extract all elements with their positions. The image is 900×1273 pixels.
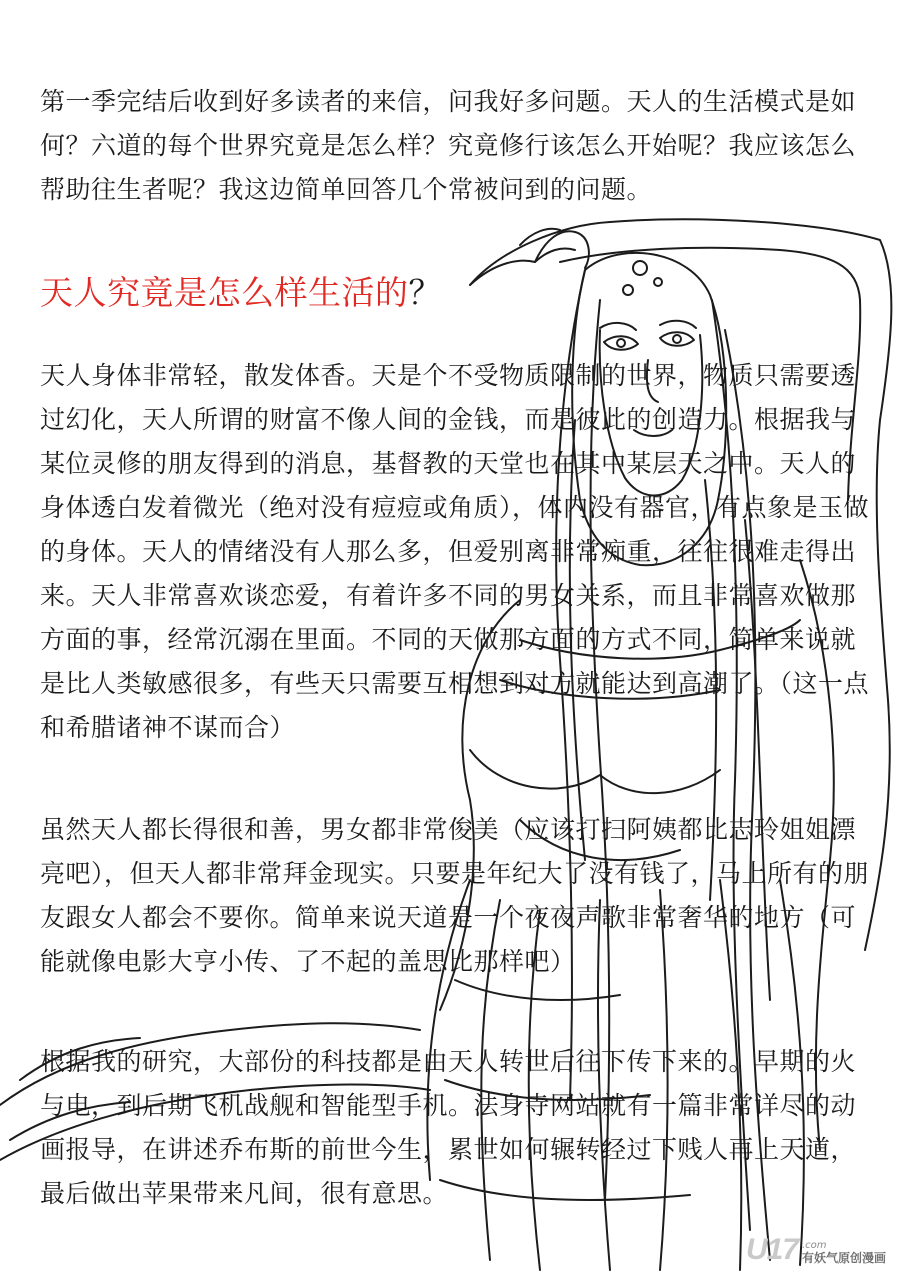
paragraph-technology: 根据我的研究，大部份的科技都是由天人转世后往下传下来的。早期的火与电，到后期飞机战舰和智能型手机。法身寺网站就有一篇非常详尽的动画报导，在讲述乔布斯的前世今生，累世如何辗转经过下贱人再上天道，最后做出苹果带来凡间，很有意思。 [40,1047,857,1208]
watermark-domain: .com [801,1240,827,1251]
chest-curve [470,750,720,793]
watermark-side [802,1240,886,1265]
section-title [40,270,870,316]
site-watermark [746,1235,886,1265]
paragraph-celestial-values: 虽然天人都长得很和善，男女都非常俊美（应该打扫阿姨都比志玲姐姐漂亮吧），但天人都非常拜金现实。只要是年纪大了没有钱了，马上所有的朋友跟女人都会不要你。简单来说天道是一个夜夜声歌非常奢华的地方（可能就像电影大亨小传、了不起的盖思比那样吧） [40,815,870,976]
watermark-name: 有妖气原创漫画 [801,1251,886,1265]
intro-paragraph: 第一季完结后收到好多读者的来信，问我好多问题。天人的生活模式是如何？六道的每个世界究竟是怎么样？究竟修行该怎么开始呢？我应该怎么帮助往生者呢？我这边简单回答几个常被问到的问题。 [40,87,857,204]
section-title-text: 天人究竟是怎么样生活的 [40,273,409,312]
paragraph-celestial-life: 天人身体非常轻，散发体香。天是个不受物质限制的世界，物质只需要透过幻化，天人所谓的财富不像人间的金钱，而是彼此的创造力。根据我与某位灵修的朋友得到的消息，基督教的天堂也在其中某层天之中。天人的身体透白发着微光（绝对没有痘痘或角质），体内没有器官，有点象是玉做的身体。天人的情绪没有人那么多，但爱别离非常痴重，往往很难走得出来。天人非常喜欢谈恋爱，有着许多不同的男女关系，而且非常喜欢做那方面的事，经常沉溺在里面。不同的天做那方面的方式不同，简单来说就是比人类敏感很多，有些天只需要互相想到对方就能达到高潮了。（这一点和希腊诸神不谋而合） [40,361,870,742]
watermark-logo: U17 [745,1233,798,1266]
section-title-mark: ？ [408,273,442,312]
